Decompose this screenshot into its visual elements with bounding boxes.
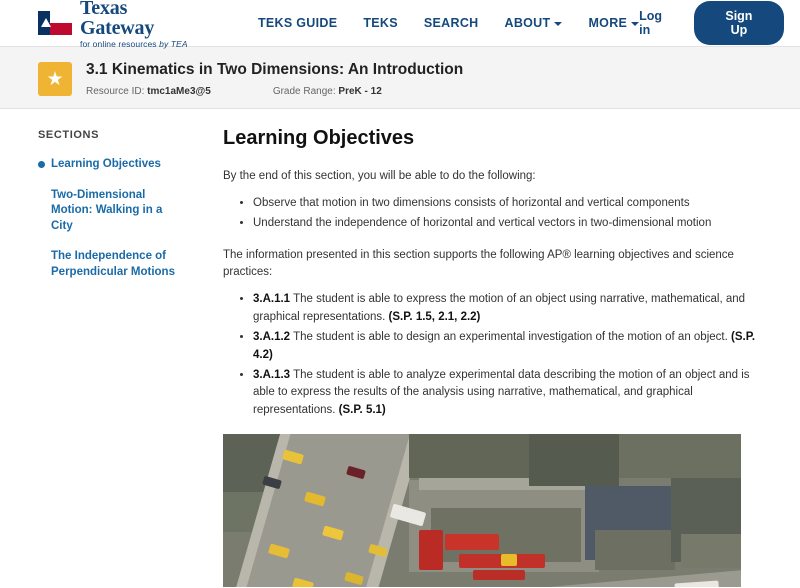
list-item: • Observe that motion in two dimensions consists of horizontal and vertical components [253,195,770,213]
nav-label: MORE [588,16,628,30]
main-menu [258,16,639,30]
nav-item-about[interactable] [505,16,563,30]
favorite-star-button[interactable] [38,62,72,96]
grade-range-label: Grade Range: [272,86,336,97]
nav-item-teks[interactable] [363,16,398,30]
site-logo-link[interactable] [38,0,204,48]
page-content [0,109,800,587]
brand-text [80,0,204,48]
page-title: 3.1 Kinematics in Two Dimensions: An Introduction [86,61,464,78]
ap-science-practice: (S.P. 5.1) [338,404,386,417]
top-navigation-bar [0,0,800,47]
ap-text: The student is able to analyze experimental data describing the motion of an object and is able to express the results of the analysis using narrative, mathematical, and graphical representations. [253,368,750,417]
main-article [195,109,800,587]
ap-text: The student is able to express the motion of an object using narrative, mathematical, and graphical representations. [253,293,746,324]
sidebar-item-label: The Independence of Perpendicular Motions [51,250,175,278]
objectives-list [223,195,770,233]
nav-item-more[interactable] [588,16,639,30]
list-item [253,291,770,327]
section-heading: Learning Objectives [223,127,415,149]
sidebar-item-two-dimensional-motion[interactable] [38,188,183,235]
brand-title: Texas Gateway [80,0,155,39]
resource-id-value: tmc1aMe3@5 [147,86,211,97]
nav-label: TEKS [363,16,398,30]
list-item [253,367,770,420]
nav-item-teks-guide[interactable] [258,16,337,30]
resource-attributes [86,86,463,97]
sections-sidebar [0,109,195,587]
sidebar-item-label: Learning Objectives [51,158,161,170]
grade-range-value: PreK - 12 [338,86,382,97]
star-icon: ★ [46,68,64,90]
resource-id-label: Resource ID: [86,86,145,97]
sidebar-item-learning-objectives[interactable] [38,157,183,173]
ap-code: 3.A.1.1 [253,293,291,306]
ap-text: The student is able to design an experimental investigation of the motion of an object. [293,331,728,343]
figure-city-intersection [223,434,741,587]
brand-subtitle-by: by TEA [159,38,188,49]
brand-subtitle-main: for online resources [80,38,157,49]
login-link[interactable]: Log in [639,9,663,37]
ap-science-practice: (S.P. 1.5, 2.1, 2.2) [388,311,481,324]
grade-range [273,86,382,97]
ap-code: 3.A.1.3 [253,368,291,381]
ap-science-practice: (S.P. 4.2) [253,331,756,361]
chevron-down-icon [631,22,639,26]
nav-label: ABOUT [504,16,551,30]
nav-label: TEKS GUIDE [257,16,338,30]
brand-subtitle [80,40,204,49]
texas-flag-icon [38,11,72,35]
signup-button[interactable]: Sign Up [694,1,784,45]
nav-label: SEARCH [423,16,479,30]
ap-code: 3.A.1.2 [253,331,291,343]
ap-objectives-list [223,291,770,420]
nav-item-search[interactable] [424,16,479,30]
resource-meta [86,60,463,97]
sidebar-heading: SECTIONS [38,129,100,141]
chevron-down-icon [554,22,562,26]
resource-header-bar [0,47,800,109]
list-item: • Understand the independence of horizontal and vertical vectors in two-dimensional motion [253,215,770,233]
sidebar-item-label: Two-Dimensional Motion: Walking in a City [51,188,163,232]
resource-id [86,86,211,97]
sidebar-item-independence-of-perpendicular-motions[interactable] [38,249,183,280]
list-item [253,329,770,365]
intro-paragraph: By the end of this section, you will be able to do the following: [223,170,536,182]
ap-intro-paragraph: The information presented in this section supports the following AP® learning objectives and science practices: [223,248,734,279]
account-actions [639,1,784,45]
